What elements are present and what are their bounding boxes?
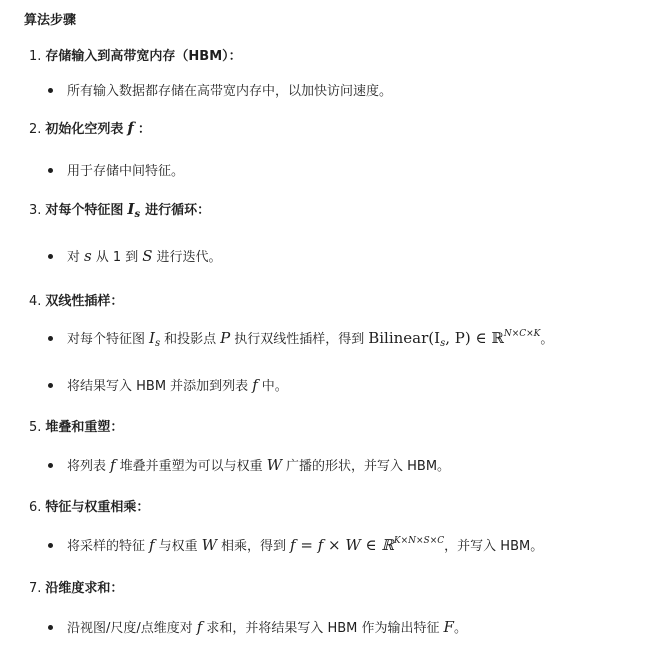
text-part: 将列表 <box>67 459 107 474</box>
math-var-S: S <box>142 247 153 265</box>
math-args: (I <box>428 329 441 347</box>
step-label: 初始化空列表 <box>45 122 124 137</box>
list-item <box>48 455 450 474</box>
math-var-I: I <box>149 329 155 347</box>
step-number: 4. <box>29 294 42 309</box>
bullet-icon <box>48 88 53 93</box>
step-1-heading <box>29 45 242 64</box>
math-superscript: K×N×S×C <box>393 536 445 546</box>
text-part: 对每个特征图 <box>67 332 146 347</box>
step-number: 3. <box>29 203 42 218</box>
step-label: 双线性插样： <box>45 294 124 309</box>
math-var-f: f <box>252 376 258 394</box>
text-part: 和投影点 <box>164 332 217 347</box>
list-item <box>48 80 392 99</box>
list-item-text: 用于存储中间特征。 <box>67 164 185 179</box>
text-part: 执行双线性插样，得到 <box>234 332 365 347</box>
math-subscript: s <box>154 338 161 349</box>
step-6-heading <box>29 496 149 515</box>
bullet-icon <box>48 543 53 548</box>
text-part: 将结果写入 HBM 并添加到列表 <box>67 379 249 394</box>
step-number: 7. <box>29 581 42 596</box>
list-item <box>48 328 553 349</box>
step-label: 对每个特征图 <box>45 203 124 218</box>
step-number: 5. <box>29 420 42 435</box>
list-item <box>48 617 467 636</box>
step-number: 6. <box>29 500 42 515</box>
text-part: 求和，并将结果写入 HBM 作为输出特征 <box>206 621 440 636</box>
step-suffix: ： <box>137 122 151 137</box>
text-part: 广播的形状，并写入 HBM。 <box>286 459 451 474</box>
bullet-icon <box>48 336 53 341</box>
math-var-f: f <box>149 536 155 554</box>
step-number: 2. <box>29 122 42 137</box>
text-part: 从 1 到 <box>95 250 139 265</box>
step-3-heading <box>29 199 210 220</box>
list-item <box>48 535 543 554</box>
text-part: 。 <box>453 621 467 636</box>
text-part: 。 <box>540 332 554 347</box>
math-var-f: f <box>127 119 134 137</box>
math-superscript: N×C×K <box>503 329 541 339</box>
bullet-icon <box>48 254 53 259</box>
list-item <box>48 160 184 179</box>
text-part: 进行迭代。 <box>156 250 222 265</box>
math-var-F: F <box>443 618 454 636</box>
text-part: 对 <box>67 250 81 265</box>
text-part: 相乘，得到 <box>221 539 287 554</box>
math-expression: , P) ∈ ℝ <box>445 329 504 347</box>
math-var-P: P <box>220 329 231 347</box>
text-part: 中。 <box>261 379 288 394</box>
text-part: 与权重 <box>158 539 198 554</box>
text-part: 沿视图/尺度/点维度对 <box>67 621 193 636</box>
list-item-text: 所有输入数据都存储在高带宽内存中，以加快访问速度。 <box>67 84 393 99</box>
step-7-heading <box>29 577 123 596</box>
list-item <box>48 375 288 394</box>
math-var-W: W <box>266 456 283 474</box>
text-part: ，并写入 HBM。 <box>444 539 544 554</box>
list-item <box>48 246 222 265</box>
step-label: 堆叠和重塑： <box>45 420 124 435</box>
math-subscript: s <box>440 338 446 349</box>
bullet-icon <box>48 168 53 173</box>
bullet-icon <box>48 625 53 630</box>
math-var-I: I <box>127 200 135 218</box>
bullet-icon <box>48 463 53 468</box>
math-var-s: s <box>84 247 92 265</box>
text-part: 堆叠并重塑为可以与权重 <box>119 459 263 474</box>
math-equation: f = f × W ∈ ℝ <box>290 536 394 554</box>
step-label: 沿维度求和： <box>45 581 124 596</box>
step-2-heading <box>29 118 151 137</box>
step-5-heading <box>29 416 123 435</box>
math-var-f: f <box>196 618 203 636</box>
step-label: 存储输入到高带宽内存（HBM）： <box>45 49 242 64</box>
math-var-f: f <box>110 456 116 474</box>
page-title: 算法步骤 <box>24 13 77 28</box>
math-function: Bilinear <box>368 329 429 347</box>
math-var-W: W <box>201 536 218 554</box>
math-subscript: s <box>134 209 141 220</box>
bullet-icon <box>48 383 53 388</box>
step-4-heading <box>29 290 123 309</box>
step-label: 特征与权重相乘： <box>45 500 150 515</box>
step-number: 1. <box>29 49 42 64</box>
text-part: 将采样的特征 <box>67 539 146 554</box>
step-suffix: 进行循环： <box>145 203 211 218</box>
